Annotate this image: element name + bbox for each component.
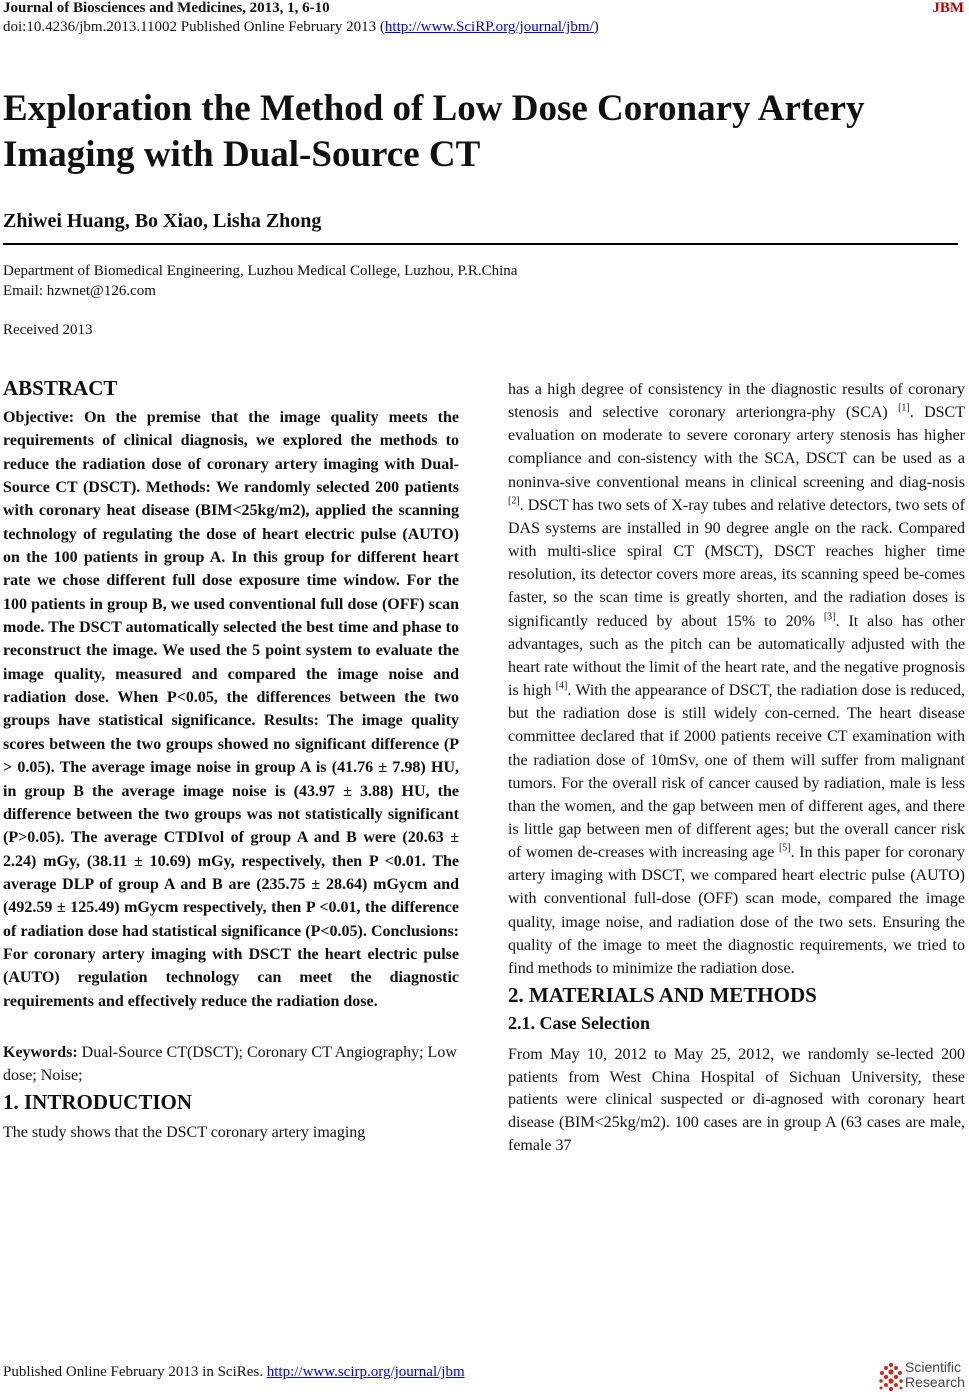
introduction-text: The study shows that the DSCT coronary artery imaging <box>3 1123 366 1141</box>
intro-part: has a high degree of consistency in the diagnostic results of coronary stenosis and selective coronary arteriongra-phy (SCA) <box>508 381 965 422</box>
footer <box>3 1364 465 1381</box>
right-column <box>508 378 965 1158</box>
scientific-research-logo <box>877 1360 969 1394</box>
intro-part: . DSCT evaluation on moderate to severe coronary artery stenosis has higher compliance and con-sistency with the SCA, DSCT can be used as a noninva-sive conventional means in clinical screening and diag-nosis <box>508 404 965 491</box>
affiliation-block <box>3 261 517 301</box>
journal-url-link[interactable]: http://www.SciRP.org/journal/jbm/ <box>384 19 594 35</box>
intro-part: . In this paper for coronary artery imaging with DSCT, we compared heart electric pulse (AUTO) with conventional full-dose (OFF) scan mode, compared the image quality, image noise, and radiation dose of the two sets. Ensuring the quality of the image to meet the diagnostic requirements, we tried to find methods to minimize the radiation dose. <box>508 844 965 977</box>
received-date: Received 2013 <box>3 322 93 338</box>
logo-mark-icon <box>877 1362 905 1392</box>
abstract-text: Objective: On the premise that the image quality meets the requirements of clinical diagnosis, we explored the methods to reduce the radiation dose of coronary artery imaging with Dual-Source CT (DSCT). Methods: We randomly selected 200 patients with coronary heat disease (BIM<25kg/m2), applied the scanning technology of regulating the dose of heart electric pulse (AUTO) on the 100 patients in group A. In this group for different heart rate we chose different full dose exposure time window. For the 100 patients in group B, we used conventional full dose (OFF) scan mode. The DSCT automatically selected the best time and phase to reconstruct the image. We used the 5 point system to evaluate the image quality, measured and compared the image noise and radiation dose. When P<0.05, the differences between the two groups have statistical significance. Results: The image quality scores between the two groups showed no significant difference (P > 0.05). The average image noise in group A is (41.76 ± 7.98) HU, in group B the average image noise is (43.97 ± 3.88) HU, the difference between the two groups was not statistically significant (P>0.05). The average CTDIvol of group A and B were (20.63 ± 2.24) mGy, (38.11 ± 10.69) mGy, respectively, then P <0.01. The average DLP of group A and B are (235.75 ± 28.64) mGycm and (492.59 ± 125.49) mGycm respectively, then P <0.01, the difference of radiation dose had statistical significance (P<0.05). Conclusions: For coronary artery imaging with DSCT the heart electric pulse (AUTO) regulation technology can meet the diagnostic requirements and effectively reduce the radiation dose. <box>3 409 459 1010</box>
footer-text: Published Online February 2013 in SciRes. <box>3 1364 267 1380</box>
doi-text: doi:10.4236/jbm.2013.11002 Published Online February 2013 ( <box>3 19 385 35</box>
keywords-text: Dual-Source CT(DSCT); Coronary CT Angiography; Low dose; Noise; <box>3 1043 457 1084</box>
keywords <box>3 1041 459 1087</box>
citation-ref: [4] <box>555 680 568 692</box>
keywords-label: Keywords: <box>3 1043 78 1061</box>
journal-citation: Journal of Biosciences and Medicines, 2013, 1, 6-10 <box>3 0 330 16</box>
logo-line-2: Research <box>905 1374 965 1390</box>
citation-ref: [5] <box>778 842 791 854</box>
introduction-heading: 1. INTRODUCTION <box>3 1089 193 1114</box>
methods-heading: 2. MATERIALS AND METHODS <box>508 983 817 1008</box>
doi-line <box>3 19 599 36</box>
doi-close-paren: ) <box>593 19 599 35</box>
intro-part: . It also has other advantages, such as the pitch can be automatically adjusted with the heart rate without the limit of the heart rate, and the negative prognosis is high <box>508 612 965 700</box>
citation-ref: [3] <box>823 611 836 623</box>
logo-line-1: Scientific <box>905 1359 962 1375</box>
intro-part: . DSCT has two sets of X-ray tubes and relative detectors, two sets of DAS systems are installed in 90 degree angle on the rack. Compared with multi-slice spiral CT (MSCT), DSCT reaches higher time resolution, its detector covers more areas, its scanning speed be-comes faster, so the scan time is greatly shorten, and the radiation doses is significantly reduced by about 15% to 20% <box>508 496 965 630</box>
affiliation: Department of Biomedical Engineering, Luzhou Medical College, Luzhou, P.R.China <box>3 263 518 279</box>
paper-title: Exploration the Method of Low Dose Coronary Artery Imaging with Dual-Source CT <box>3 88 865 175</box>
left-column <box>3 373 459 1144</box>
case-selection-heading: 2.1. Case Selection <box>508 1013 650 1034</box>
case-selection-text: From May 10, 2012 to May 25, 2012, we randomly se-lected 200 patients from West China Hospital of Sichuan University, these patients were clinical suspected or di-agnosed with coronary heart disease (BIM<25kg/m2). 100 cases are in group A (63 cases are male, female 37 <box>508 1046 965 1154</box>
intro-part: . With the appearance of DSCT, the radiation dose is reduced, but the radiation dose is still widely con-cerned. The heart disease committee declared that if 2000 patients receive CT examination with the radiation dose of 10mSv, one of them will suffer from malignant tumors. For the overall risk of cancer caused by radiation, male is less than the women, and the gap between men of different ages, and there is little gap between men of different ages; but the overall cancer risk of women de-creases with increasing age <box>508 682 965 862</box>
footer-journal-link[interactable]: http://www.scirp.org/journal/jbm <box>266 1364 465 1380</box>
introduction-continued <box>508 378 965 980</box>
logo-text <box>905 1360 965 1390</box>
abstract-heading: ABSTRACT <box>3 376 118 400</box>
citation-ref: [1] <box>898 402 910 414</box>
title-divider <box>3 243 958 245</box>
author-list: Zhiwei Huang, Bo Xiao, Lisha Zhong <box>3 210 322 232</box>
citation-ref: [2] <box>508 495 520 507</box>
journal-abbreviation: JBM <box>932 0 964 16</box>
email: Email: hzwnet@126.com <box>3 283 156 299</box>
